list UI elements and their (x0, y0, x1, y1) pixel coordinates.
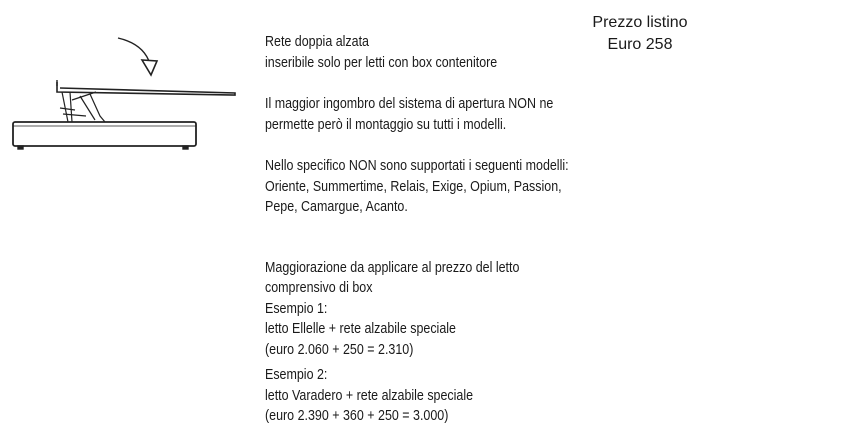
raised-slat-base (57, 82, 235, 95)
para1-line: permette però il montaggio su tutti i modelli. (265, 116, 507, 133)
example-label: Esempio 1: (265, 300, 328, 317)
section2-title-line: Maggiorazione da applicare al prezzo del letto (265, 259, 520, 276)
para2-line: Oriente, Summertime, Relais, Exige, Opium, Passion, (265, 178, 562, 195)
para2-line: Nello specifico NON sono supportati i seguenti modelli: (265, 158, 569, 174)
price-label: Prezzo listino (592, 14, 688, 31)
example-calc: (euro 2.060 + 250 = 2.310) (265, 341, 414, 358)
section1-title: Rete doppia alzata (265, 34, 369, 50)
para1-line: Il maggior ingombro del sistema di apertura NON ne (265, 96, 554, 112)
curved-arrow-icon (118, 38, 157, 75)
example-calc: (euro 2.390 + 360 + 250 = 3.000) (265, 408, 449, 424)
price-value: Euro 258 (607, 36, 673, 53)
example-desc: letto Ellelle + rete alzabile speciale (265, 321, 456, 337)
lift-mechanism (60, 92, 105, 122)
example-desc: letto Varadero + rete alzabile speciale (265, 387, 474, 404)
para2-line: Pepe, Camargue, Acanto. (265, 199, 408, 215)
price-block (580, 12, 700, 56)
section1-subtitle: inseribile solo per letti con box contenitore (265, 54, 498, 71)
example-label: Esempio 2: (265, 367, 328, 383)
bed-lift-illustration (0, 20, 245, 170)
description-column (265, 32, 595, 427)
section2-title-line: comprensivo di box (265, 280, 373, 296)
